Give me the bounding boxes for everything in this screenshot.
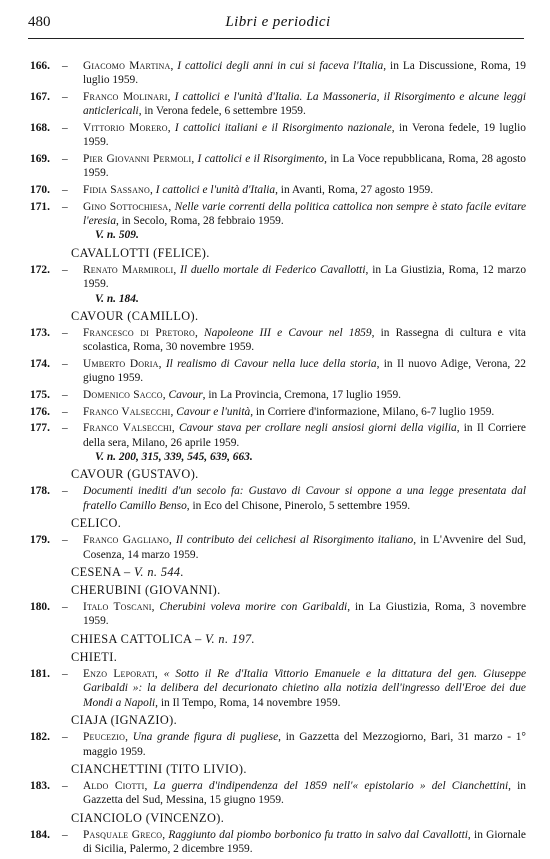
entry-title: Una grande figura di pugliese — [132, 731, 279, 744]
entry-publication: , in Il Corriere della sera, Milano, 26 aprile 1959. — [83, 422, 526, 449]
entry-publication: , in Il Tempo, Roma, 14 novembre 1959. — [155, 696, 341, 709]
subject-heading-text: CHERUBINI (GIOVANNI). — [71, 583, 221, 598]
subject-heading-text: CIANCIOLO (VINCENZO). — [71, 810, 225, 825]
entry-text: Vittorio Morero, I cattolici italiani e il Risorgimento nazionale, in Verona fedele, 19 luglio 1959. — [83, 122, 526, 149]
entry-text: Domenico Sacco, Cavour, in La Provincia, Cremona, 17 luglio 1959. — [83, 389, 402, 402]
entry-dash: – — [62, 828, 68, 841]
entry-text: Aldo Ciotti, La guerra d'indipendenza del 1859 nell'« epistolario » del Cianchettini, in Gazzetta del Sud, Messina, 15 giugno 1959. — [83, 779, 526, 807]
bibliography-entry — [30, 484, 526, 513]
entry-text: Franco Valsecchi, Cavour stava per crollare negli ansiosi giorni della vigilia, in Il Corriere della sera, Milano, 26 aprile 1959. V. n. 200, 315, 339, 545, 639, 663. — [83, 422, 526, 464]
entry-publication: , in Giornale di Sicilia, Palermo, 2 dicembre 1959. — [83, 828, 526, 856]
entry-text: Franco Gagliano, Il contributo dei celichesi al Risorgimento italiano, in L'Avvenire del Sud, Cosenza, 14 marzo 1959. — [83, 534, 526, 561]
entry-number: 176. — [30, 405, 50, 418]
subject-heading-text: CELICO. — [71, 516, 122, 531]
entry-author: Enzo Leporati — [83, 667, 155, 680]
entry-text: Gino Sottochiesa, Nelle varie correnti della politica cattolica non sempre è stato facile evitare l'eresia, in Secolo, Roma, 28 febbraio 1959. V. n. 509. — [83, 200, 527, 242]
entry-text: Peucezio, Una grande figura di pugliese, in Gazzetta del Mezzogiorno, Bari, 31 marzo - 1° maggio 1959. — [83, 731, 526, 758]
entry-publication: , in Eco del Chisone, Pinerolo, 5 settembre 1959. — [186, 499, 411, 512]
entry-title: Cavour stava per crollare negli ansiosi giorni della vigilia — [178, 422, 457, 435]
entry-publication: , in Il nuovo Adige, Verona, 22 giugno 1959. — [83, 358, 526, 385]
entry-dash: – — [62, 601, 68, 614]
bibliography-entry — [30, 779, 526, 808]
entry-dash: – — [62, 122, 68, 134]
entry-publication: , in Rassegna di cultura e vita scolastica, Roma, 30 novembre 1959. — [83, 327, 526, 354]
entry-dash: – — [62, 731, 68, 744]
entry-title: « Sotto il Re d'Italia Vittorio Emanuele e la dittatura del gen. Giuseppe Garibaldi »: la delibera del decurionato chietino alla notizia dell'ingresso dell'Eroe dei due Mondi a Napoli — [83, 667, 526, 709]
entry-title: Il contributo dei celichesi al Risorgimento italiano — [175, 534, 414, 547]
entry-publication: , in Verona fedele, 6 settembre 1959. — [138, 105, 306, 118]
subject-heading — [30, 516, 526, 531]
bibliography-entry — [30, 421, 526, 464]
subject-heading-text: CAVOUR (GUSTAVO). — [71, 467, 199, 482]
bibliography-entry — [30, 152, 526, 181]
entry-text: Umberto Doria, Il realismo di Cavour nella luce della storia, in Il nuovo Adige, Verona, 22 giugno 1959. — [83, 358, 526, 385]
subject-heading-text: CHIESA CATTOLICA – — [71, 631, 206, 646]
entry-author: Domenico Sacco — [83, 389, 163, 402]
entry-text: Pasquale Greco, Raggiunto dal piombo borbonico fu tratto in salvo dal Cavallotti, in Giornale di Sicilia, Palermo, 2 dicembre 1959. — [83, 828, 526, 856]
entry-title: I cattolici e il Risorgimento — [197, 153, 325, 165]
entry-author: Renato Marmiroli — [83, 263, 174, 276]
subject-heading-text: CHIETI. — [71, 649, 118, 664]
cross-reference: V. n. 509. — [95, 229, 139, 242]
entry-title: I cattolici e l'unità d'Italia. La Massoneria, il Risorgimento e alcune leggi anticlericali — [83, 91, 526, 118]
entry-number: 175. — [30, 389, 50, 402]
entry-publication: , in Avanti, Roma, 27 agosto 1959. — [275, 184, 434, 196]
cross-reference: V. n. 544. — [134, 565, 184, 580]
entry-dash: – — [62, 422, 68, 435]
entry-dash: – — [62, 91, 68, 103]
entry-number: 174. — [30, 358, 50, 371]
bibliography-entry — [30, 730, 526, 759]
entry-author: Franco Molinari — [83, 91, 168, 103]
entry-dash: – — [62, 667, 68, 680]
entry-dash: – — [62, 405, 68, 418]
entry-publication: , in La Giustizia, Roma, 3 novembre 1959. — [83, 601, 526, 628]
entry-publication: , in Verona fedele, 19 luglio 1959. — [83, 122, 526, 149]
entry-author: Peucezio — [83, 731, 126, 744]
entry-text: Franco Molinari, I cattolici e l'unità d'Italia. La Massoneria, il Risorgimento e alcune leggi anticlericali, in Verona fedele, 6 settembre 1959. — [83, 91, 526, 118]
entry-number: 179. — [30, 534, 50, 547]
cross-reference: V. n. 200, 315, 339, 545, 639, 663. — [95, 451, 253, 464]
entry-title: I cattolici e l'unità d'Italia — [155, 184, 276, 196]
entry-dash: – — [62, 327, 68, 340]
entry-dash: – — [62, 389, 68, 402]
entry-dash: – — [62, 485, 68, 498]
header-rule — [28, 38, 524, 39]
subject-heading — [30, 309, 526, 324]
bibliography-entry — [30, 405, 526, 419]
subject-heading — [30, 467, 526, 482]
entry-publication: , in Gazzetta del Mezzogiorno, Bari, 31 marzo - 1° maggio 1959. — [83, 731, 526, 758]
entry-number: 169. — [30, 153, 50, 165]
subject-heading — [30, 565, 526, 580]
entry-title: Cavour e l'unità — [176, 405, 251, 418]
entry-author: Francesco di Pretoro — [83, 327, 195, 340]
entry-author: Vittorio Morero — [83, 122, 168, 134]
entry-dash: – — [62, 358, 68, 371]
entry-title: I cattolici degli anni in cui si faceva l'Italia — [177, 60, 384, 72]
entry-title: Napoleone III e Cavour nel 1859 — [204, 327, 372, 340]
entry-number: 177. — [30, 422, 50, 435]
entry-text: Renato Marmiroli, Il duello mortale di Federico Cavallotti, in La Giustizia, Roma, 12 marzo 1959. V. n. 184. — [83, 263, 527, 305]
bibliography-entry — [30, 388, 526, 402]
entry-publication: , in La Provincia, Cremona, 17 luglio 1959. — [202, 389, 402, 402]
subject-heading — [30, 650, 526, 665]
entry-author: Franco Gagliano — [83, 534, 169, 547]
entry-text — [83, 484, 526, 513]
entry-number: 181. — [30, 667, 50, 680]
subject-heading-text: CESENA – — [71, 565, 135, 580]
entry-author: Fidia Sassano — [83, 184, 151, 196]
entry-number: 172. — [30, 263, 50, 276]
subject-heading — [30, 713, 526, 728]
bibliography-entry — [30, 90, 526, 119]
entry-author: Pasquale Greco — [83, 828, 163, 841]
entry-number: 170. — [30, 184, 50, 196]
bibliography-entry — [30, 59, 526, 88]
bibliography-entry — [30, 121, 526, 150]
entry-title: Documenti inediti d'un secolo fa: Gustavo di Cavour si oppone a una legge presentata dal fratello Camillo Benso — [83, 485, 526, 512]
entry-publication: , in La Discussione, Roma, 19 luglio 1959. — [83, 60, 526, 87]
entry-text: Enzo Leporati, « Sotto il Re d'Italia Vittorio Emanuele e la dittatura del gen. Giuseppe Garibaldi »: la delibera del decurionato chietino alla notizia dell'ingresso dell'Eroe dei due Mondi a Napoli, in Il Tempo, Roma, 14 novembre 1959. — [83, 667, 526, 709]
entry-author: Italo Toscani — [83, 601, 152, 614]
bibliography-entry — [30, 200, 526, 243]
entry-author: Umberto Doria — [83, 358, 159, 371]
entry-number: 183. — [30, 779, 50, 792]
entry-author: Franco Valsecchi — [83, 405, 171, 418]
bibliography-entry — [30, 357, 526, 386]
subject-heading — [30, 811, 526, 826]
entry-text: Franco Valsecchi, Cavour e l'unità, in Corriere d'informazione, Milano, 6-7 luglio 1959. — [83, 405, 495, 418]
cross-reference: V. n. 197. — [205, 631, 256, 646]
subject-heading-text: CIANCHETTINI (TITO LIVIO). — [71, 761, 247, 776]
entry-number: 180. — [30, 601, 50, 614]
entry-publication: , in La Giustizia, Roma, 12 marzo 1959. — [83, 263, 527, 291]
subject-heading — [30, 632, 526, 647]
subject-heading — [30, 762, 526, 777]
entry-title: Raggiunto dal piombo borbonico fu tratto in salvo dal Cavallotti — [168, 828, 468, 841]
entry-title: Il realismo di Cavour nella luce della storia — [165, 358, 377, 371]
bibliography-entry — [30, 183, 526, 197]
entry-dash: – — [62, 534, 68, 547]
page-number: 480 — [28, 14, 51, 30]
entry-title: Il duello mortale di Federico Cavallotti — [180, 263, 366, 276]
entry-number: 166. — [30, 60, 50, 72]
entry-publication: , in La Voce repubblicana, Roma, 28 agosto 1959. — [83, 153, 526, 180]
subject-heading-text: CAVOUR (CAMILLO). — [71, 309, 199, 324]
entry-author: Gino Sottochiesa — [83, 200, 169, 213]
bibliography-entry — [30, 533, 526, 562]
entry-title: La guerra d'indipendenza del 1859 nell'« epistolario » del Cianchettini — [153, 779, 509, 792]
subject-heading-text: CIAJA (IGNAZIO). — [71, 713, 178, 728]
entry-author: Giacomo Martina — [83, 60, 171, 72]
entry-number: 173. — [30, 327, 50, 340]
running-title: Libri e periodici — [225, 14, 331, 30]
entry-number: 167. — [30, 91, 50, 103]
entry-dash: – — [62, 60, 68, 72]
entry-publication: , in Gazzetta del Sud, Messina, 15 giugno 1959. — [83, 779, 526, 807]
bibliography-entry — [30, 263, 526, 306]
entry-dash: – — [62, 779, 68, 792]
entry-publication: , in L'Avvenire del Sud, Cosenza, 14 marzo 1959. — [83, 534, 526, 561]
entry-title: I cattolici italiani e il Risorgimento nazionale — [174, 122, 392, 134]
entry-number: 171. — [30, 200, 50, 213]
subject-heading — [30, 583, 526, 598]
entry-dash: – — [62, 153, 68, 165]
entry-publication: , in Secolo, Roma, 28 febbraio 1959. — [116, 215, 284, 227]
entry-publication: , in Corriere d'informazione, Milano, 6-7 luglio 1959. — [250, 405, 495, 418]
entry-title: Cavour — [168, 389, 203, 402]
entry-author: Franco Valsecchi — [83, 422, 172, 435]
entry-number: 168. — [30, 122, 50, 134]
entry-text: Pier Giovanni Permoli, I cattolici e il Risorgimento, in La Voce repubblicana, Roma, 28 agosto 1959. — [83, 153, 526, 180]
entry-text: Giacomo Martina, I cattolici degli anni in cui si faceva l'Italia, in La Discussione, Roma, 19 luglio 1959. — [83, 60, 526, 87]
entry-dash: – — [62, 184, 68, 196]
entry-text: Fidia Sassano, I cattolici e l'unità d'Italia, in Avanti, Roma, 27 agosto 1959. — [83, 184, 434, 196]
entry-author: Pier Giovanni Permoli — [83, 153, 192, 165]
entry-dash: – — [62, 200, 68, 213]
entry-number: 184. — [30, 828, 50, 841]
subject-heading — [30, 246, 526, 261]
entry-text: Italo Toscani, Cherubini voleva morire con Garibaldi, in La Giustizia, Roma, 3 novembre 1959. — [83, 601, 526, 628]
page-header — [28, 14, 528, 38]
entry-text: Francesco di Pretoro, Napoleone III e Cavour nel 1859, in Rassegna di cultura e vita scolastica, Roma, 30 novembre 1959. — [83, 327, 526, 354]
bibliography-entry — [30, 828, 526, 857]
entry-number: 178. — [30, 485, 50, 498]
entry-author: Aldo Ciotti — [83, 779, 145, 792]
entry-dash: – — [62, 263, 68, 276]
bibliography-list — [30, 59, 526, 859]
entry-title: Cherubini voleva morire con Garibaldi — [159, 601, 348, 614]
bibliography-entry — [30, 600, 526, 629]
bibliography-entry — [30, 667, 526, 710]
entry-number: 182. — [30, 731, 50, 744]
cross-reference: V. n. 184. — [95, 292, 139, 305]
bibliography-entry — [30, 326, 526, 355]
entry-title: Nelle varie correnti della politica cattolica non sempre è stato facile evitare l'eresia — [83, 200, 527, 227]
subject-heading-text: CAVALLOTTI (FELICE). — [71, 245, 210, 260]
